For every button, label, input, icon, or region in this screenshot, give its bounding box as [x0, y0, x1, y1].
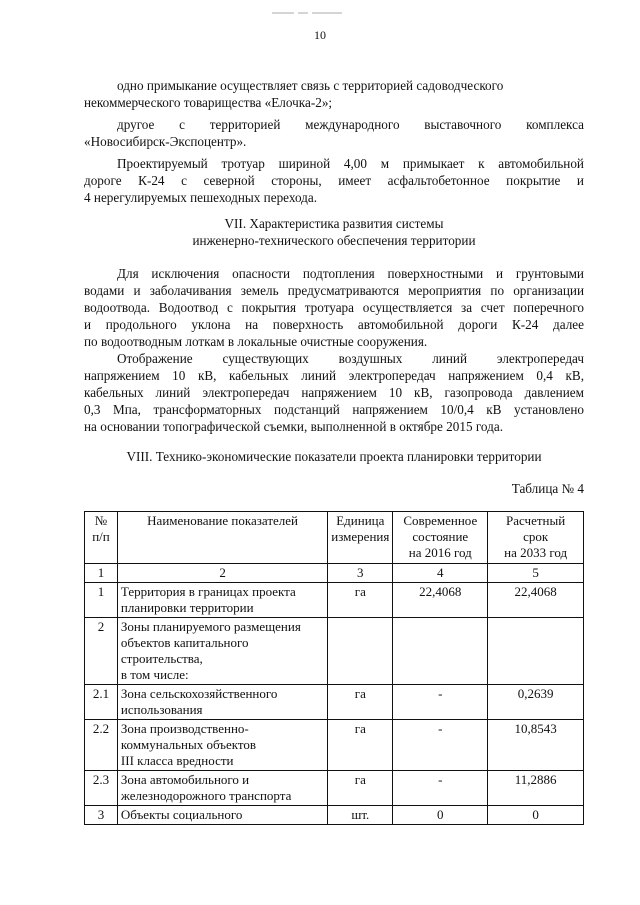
row-current: -	[393, 720, 488, 771]
column-number: 2	[117, 564, 327, 583]
header-name: Наименование показателей	[117, 512, 327, 564]
text-line: по водоотводным лоткам в локальные очистные сооружения.	[84, 334, 428, 349]
row-target	[488, 618, 584, 685]
row-name: Зона производственно- коммунальных объектов III класса вредности	[117, 720, 327, 771]
row-num: 2.3	[85, 771, 118, 806]
row-num: 2.2	[85, 720, 118, 771]
header-num: № п/п	[85, 512, 118, 564]
row-name: Территория в границах проекта планировки территории	[117, 583, 327, 618]
text-line: 0,3 Мпа, трансформаторных подстанций напряжением 10/0,4 кВ установлено	[84, 402, 584, 417]
row-unit: га	[328, 771, 393, 806]
indicators-table	[84, 511, 584, 825]
row-unit	[328, 618, 393, 685]
row-name: Объекты социального	[117, 806, 327, 825]
table-label: Таблица № 4	[511, 481, 584, 496]
section-title: VII. Характеристика развития системы	[224, 216, 444, 231]
table-row	[85, 583, 584, 618]
row-name: Зона сельскохозяйственного использования	[117, 685, 327, 720]
row-unit: га	[328, 583, 393, 618]
row-target: 22,4068	[488, 583, 584, 618]
row-target: 0,2639	[488, 685, 584, 720]
text-line: напряжением 10 кВ, кабельных линий электропередач напряжением 0,4 кВ,	[84, 368, 584, 383]
text-line: и продольного уклона на поверхность автомобильной дороги К-24 далее	[84, 317, 584, 332]
header-target: Расчетный срок на 2033 год	[488, 512, 584, 564]
text-line: Проектируемый тротуар шириной 4,00 м примыкает к автомобильной	[117, 156, 584, 171]
text-line: Отображение существующих воздушных линий электропередач	[117, 351, 584, 366]
section-title: VIII. Технико-экономические показатели проекта планировки территории	[126, 449, 542, 464]
page-number: 10	[314, 28, 326, 42]
row-current: 22,4068	[393, 583, 488, 618]
text-line: кабельных линий электропередач напряжением 10 кВ, газопровода давлением	[84, 385, 584, 400]
text-line: водами и заболачивания земель предусматриваются мероприятия по организации	[84, 283, 584, 298]
row-unit: шт.	[328, 806, 393, 825]
table-row	[85, 618, 584, 685]
text-line: дороге К-24 с северной стороны, имеет асфальтобетонное покрытие и	[84, 173, 584, 188]
row-target: 10,8543	[488, 720, 584, 771]
text-line: другое с территорией международного выставочного комплекса	[117, 117, 584, 132]
table-header-row	[85, 512, 584, 564]
text-line: Для исключения опасности подтопления поверхностными и грунтовыми	[117, 266, 584, 281]
table-row	[85, 806, 584, 825]
column-number: 1	[85, 564, 118, 583]
header-unit: Единица измерения	[328, 512, 393, 564]
row-num: 3	[85, 806, 118, 825]
row-num: 1	[85, 583, 118, 618]
text-line: 4 нерегулируемых пешеходных перехода.	[84, 190, 318, 205]
row-current: -	[393, 771, 488, 806]
table-row	[85, 720, 584, 771]
row-name: Зона автомобильного и железнодорожного транспорта	[117, 771, 327, 806]
row-num: 2	[85, 618, 118, 685]
text-line: «Новосибирск-Экспоцентр».	[84, 134, 247, 149]
row-current	[393, 618, 488, 685]
row-current: -	[393, 685, 488, 720]
table-row	[85, 685, 584, 720]
text-line: на основании топографической съемки, выполненной в октябре 2015 года.	[84, 419, 503, 434]
stamp-marks	[270, 4, 360, 20]
row-target: 0	[488, 806, 584, 825]
text-line: водоотвода. Водоотвод с покрытия тротуара осуществляется за счет поперечного	[84, 300, 584, 315]
row-unit: га	[328, 685, 393, 720]
row-name: Зоны планируемого размещения объектов капитального строительства, в том числе:	[117, 618, 327, 685]
row-unit: га	[328, 720, 393, 771]
section-title: инженерно-технического обеспечения территории	[192, 233, 476, 248]
column-number: 5	[488, 564, 584, 583]
text-line: некоммерческого товарищества «Елочка-2»;	[84, 95, 333, 110]
row-num: 2.1	[85, 685, 118, 720]
header-current: Современное состояние на 2016 год	[393, 512, 488, 564]
column-number: 3	[328, 564, 393, 583]
column-number-row	[85, 564, 584, 583]
row-target: 11,2886	[488, 771, 584, 806]
column-number: 4	[393, 564, 488, 583]
text-line: одно примыкание осуществляет связь с территорией садоводческого	[117, 78, 504, 93]
row-current: 0	[393, 806, 488, 825]
table-row	[85, 771, 584, 806]
